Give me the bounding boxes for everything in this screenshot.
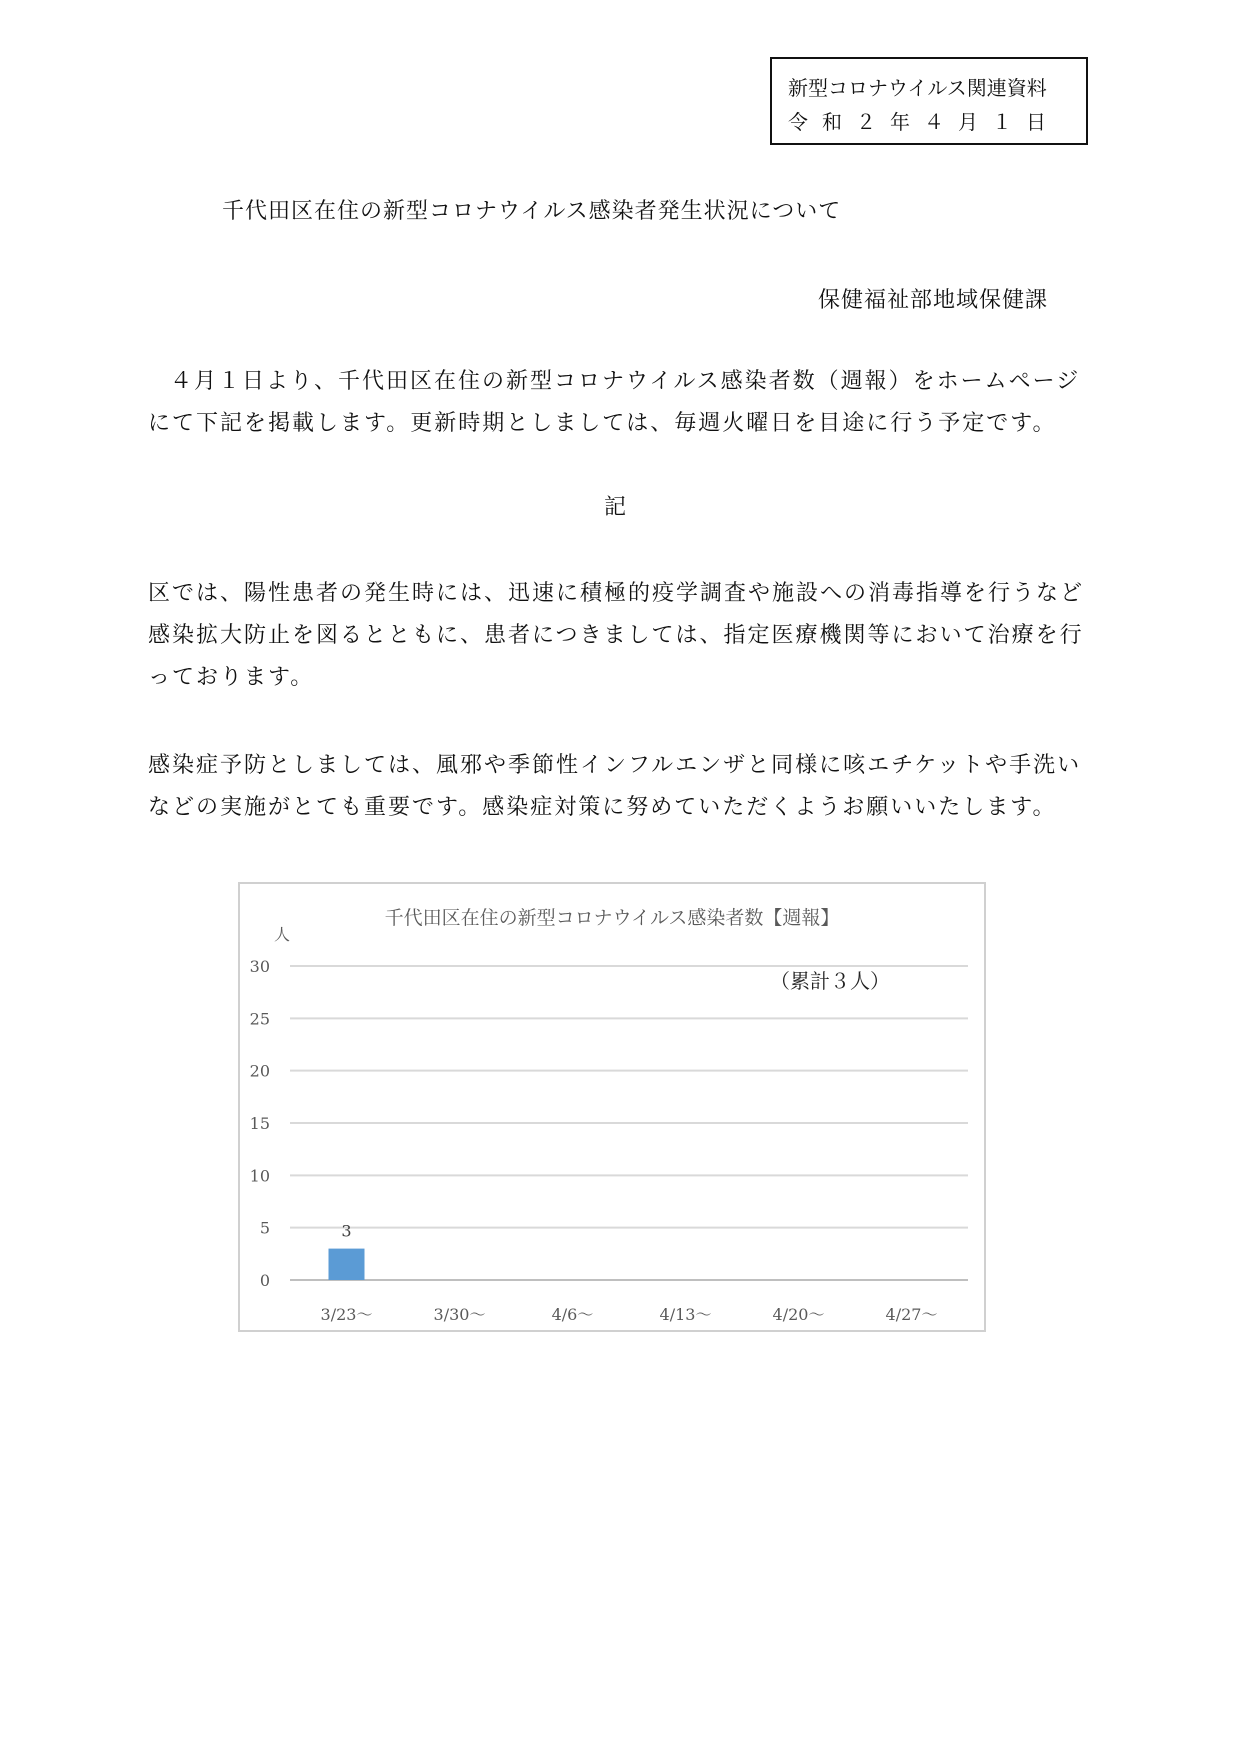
document-title: 千代田区在住の新型コロナウイルス感染者発生状況について xyxy=(222,199,842,224)
chart-frame xyxy=(238,882,986,1332)
chart-gridlines xyxy=(290,966,968,1280)
chart-y-tick-label: 10 xyxy=(249,1166,270,1186)
header-line1: 新型コロナウイルス関連資料 xyxy=(788,76,1047,100)
chart-y-tick-label: 20 xyxy=(249,1061,270,1081)
chart-y-tick-label: 25 xyxy=(249,1009,270,1029)
chart-x-tick-label: 4/6～ xyxy=(551,1305,594,1324)
chart-y-tick-label: 30 xyxy=(249,957,270,976)
chart-x-tick-label: 4/13～ xyxy=(659,1305,712,1324)
header-date: 令和２年４月１日 xyxy=(788,110,1060,134)
chart-bars xyxy=(329,1222,365,1280)
chart-x-ticks xyxy=(321,1305,938,1324)
chart-x-tick-label: 4/20～ xyxy=(772,1305,825,1324)
chart-x-tick-label: 3/23～ xyxy=(320,1305,373,1324)
chart-y-tick-label: 5 xyxy=(259,1218,270,1238)
paragraph-announcement: ４月１日より、千代田区在住の新型コロナウイルス感染者数（週報）をホームページにて下記を掲載します。更新時期としましては、毎週火曜日を目途に行う予定です。 xyxy=(148,369,1081,436)
chart-title: 千代田区在住の新型コロナウイルス感染者数【週報】 xyxy=(384,907,840,929)
chart-data-label: 3 xyxy=(341,1221,352,1241)
chart-y-tick-label: 0 xyxy=(259,1271,270,1290)
chart-bar xyxy=(329,1249,365,1280)
chart-x-tick-label: 3/30～ xyxy=(433,1305,486,1324)
header-box xyxy=(770,57,1088,145)
paragraph-response: 区では、陽性患者の発生時には、迅速に積極的疫学調査や施設への消毒指導を行うなど感染拡大防止を図るとともに、患者につきましては、指定医療機関等において治療を行っております。 xyxy=(148,581,1085,690)
chart-y-ticks xyxy=(250,957,270,1290)
ki-heading: 記 xyxy=(604,495,627,520)
chart-x-tick-label: 4/27～ xyxy=(885,1305,938,1324)
chart-svg xyxy=(240,884,984,1330)
chart-y-tick-label: 15 xyxy=(249,1114,270,1133)
chart-y-unit-label: 人 xyxy=(273,925,291,944)
department-name: 保健福祉部地域保健課 xyxy=(818,288,1049,313)
chart-cumulative-note: （累計３人） xyxy=(770,969,890,993)
paragraph-prevention: 感染症予防としましては、風邪や季節性インフルエンザと同様に咳エチケットや手洗いなどの実施がとても重要です。感染症対策に努めていただくようお願いいたします。 xyxy=(148,753,1082,820)
